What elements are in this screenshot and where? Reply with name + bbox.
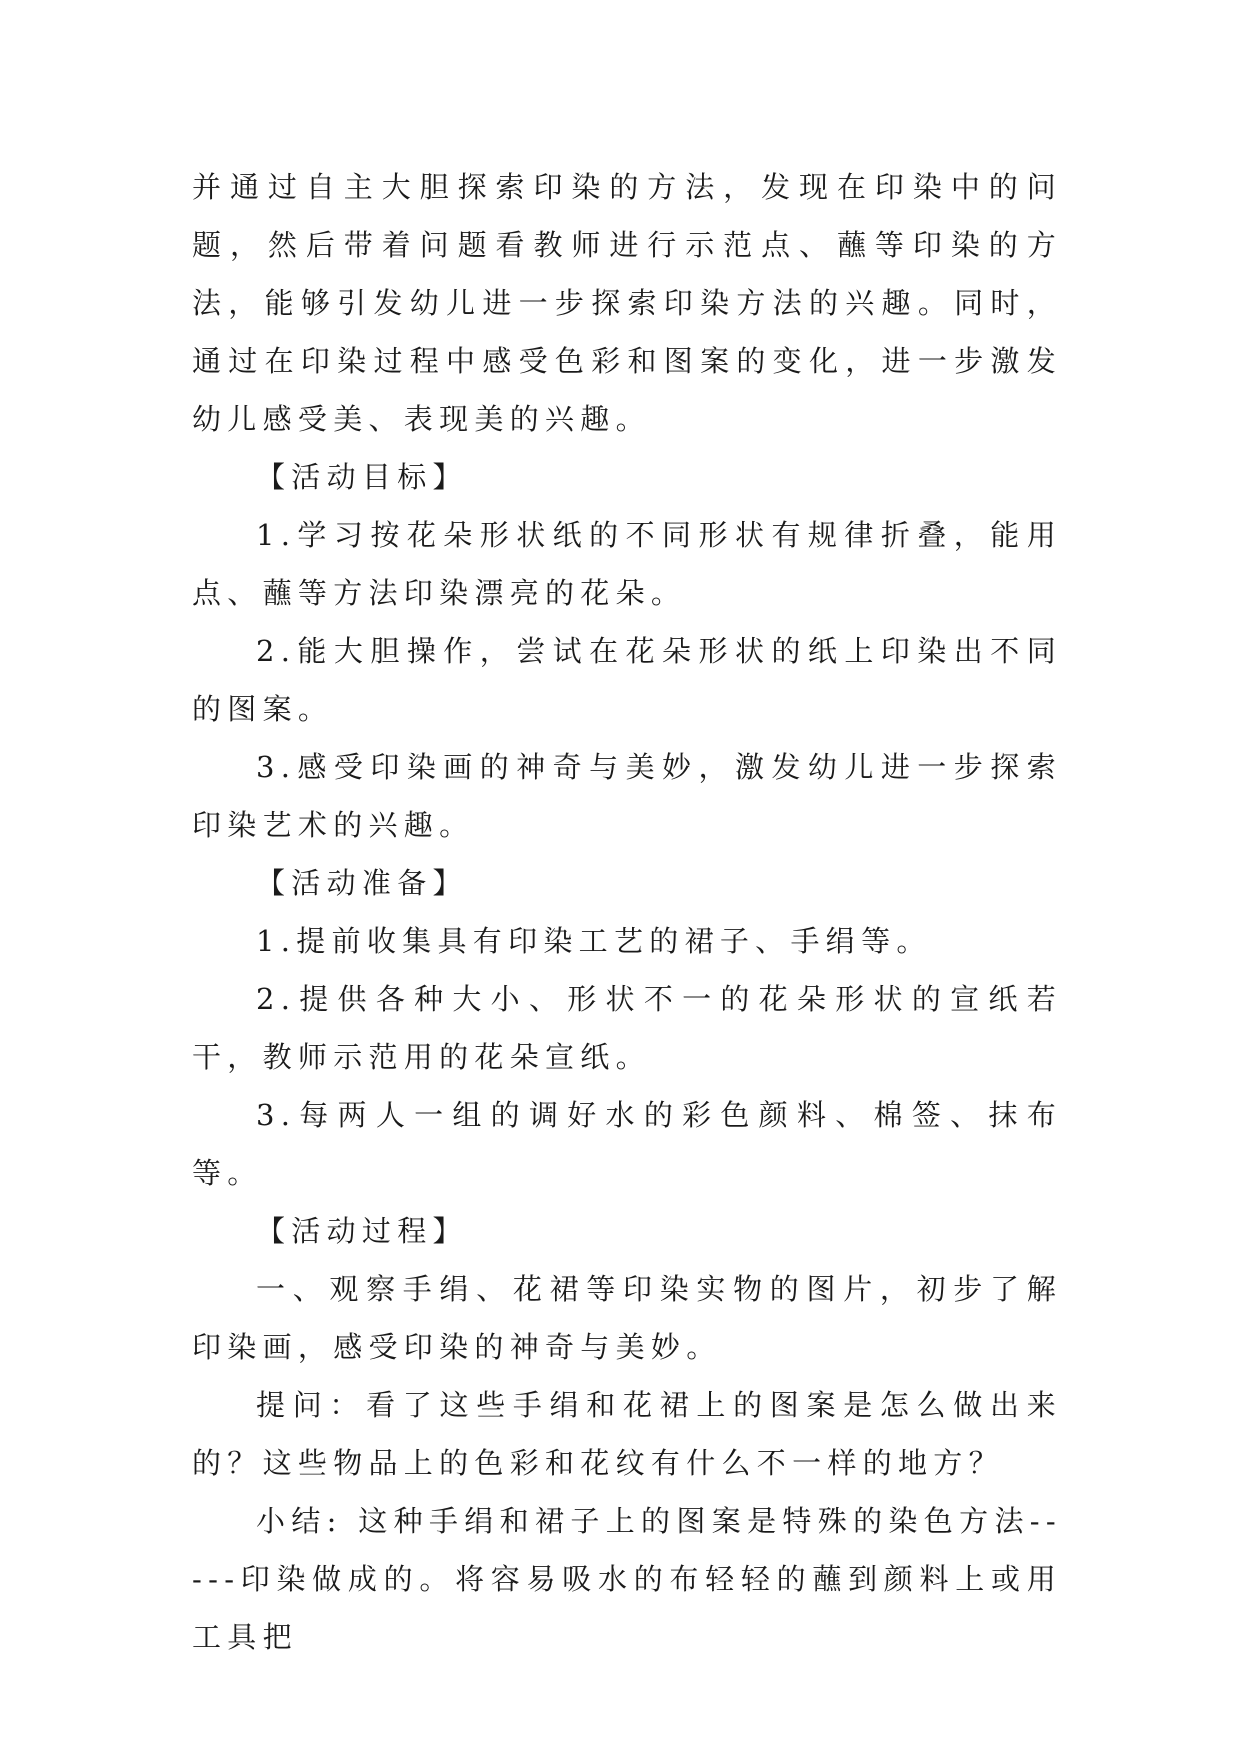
paragraph-goal-3: 3.感受印染画的神奇与美妙，激发幼儿进一步探索印染艺术的兴趣。 [192, 750, 1062, 842]
document-page [192, 158, 1062, 1666]
paragraph-goal-2: 2.能大胆操作，尝试在花朵形状的纸上印染出不同的图案。 [192, 634, 1062, 726]
section-heading-prep: 【活动准备】 [256, 866, 468, 900]
paragraph-prep-1: 1.提前收集具有印染工艺的裙子、手绢等。 [256, 924, 932, 958]
paragraph-prep-2: 2.提供各种大小、形状不一的花朵形状的宣纸若干，教师示范用的花朵宣纸。 [192, 982, 1062, 1074]
section-heading-process: 【活动过程】 [256, 1214, 468, 1248]
paragraph-summary: 小结: 这种手绢和裙子上的图案是特殊的染色方法-----印染做成的。将容易吸水的布轻轻的蘸到颜料上或用工具把 [192, 1504, 1062, 1654]
paragraph-prep-3: 3.每两人一组的调好水的彩色颜料、棉签、抹布等。 [192, 1098, 1062, 1190]
section-heading-goals: 【活动目标】 [256, 460, 468, 494]
paragraph-intro-continued: 并通过自主大胆探索印染的方法，发现在印染中的问题，然后带着问题看教师进行示范点、蘸等印染的方法，能够引发幼儿进一步探索印染方法的兴趣。同时，通过在印染过程中感受色彩和图案的变化，进一步激发幼儿感受美、表现美的兴趣。 [192, 170, 1062, 436]
paragraph-goal-1: 1.学习按花朵形状纸的不同形状有规律折叠，能用点、蘸等方法印染漂亮的花朵。 [192, 518, 1062, 610]
paragraph-question: 提问：看了这些手绢和花裙上的图案是怎么做出来的？这些物品上的色彩和花纹有什么不一样的地方？ [192, 1388, 1062, 1480]
paragraph-process-1: 一、观察手绢、花裙等印染实物的图片，初步了解印染画，感受印染的神奇与美妙。 [192, 1272, 1062, 1364]
